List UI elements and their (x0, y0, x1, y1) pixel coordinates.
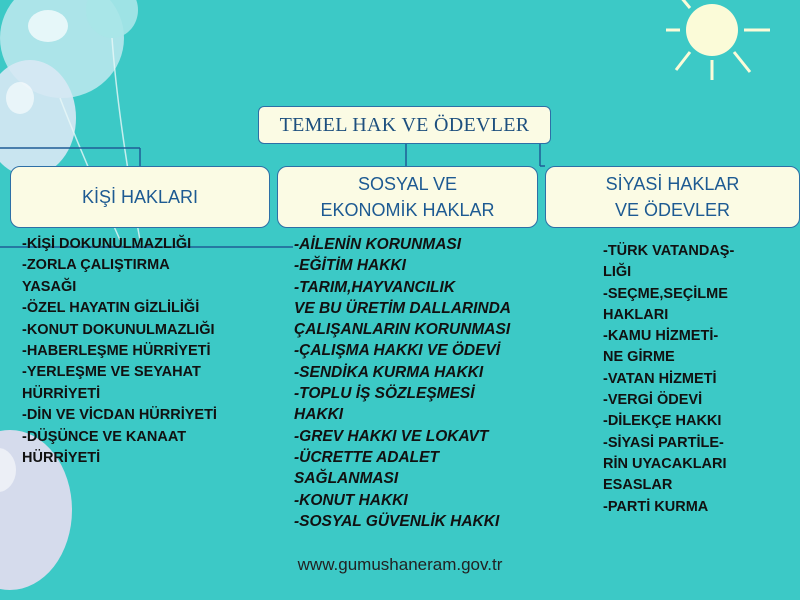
list-item: -SOSYAL GÜVENLİK HAKKI (294, 512, 500, 530)
list-item: RİN UYACAKLARI (603, 455, 727, 472)
list-item: -SİYASİ PARTİLE- (603, 434, 724, 451)
personal-rights-list (22, 234, 217, 469)
category-political-rights (545, 166, 800, 228)
list-item: -KİŞİ DOKUNULMAZLIĞI (22, 236, 192, 252)
list-item: -TARIM,HAYVANCILIK (294, 278, 456, 296)
list-item: -KAMU HİZMETİ- (603, 328, 719, 345)
list-item: -KONUT DOKUNULMAZLIĞI (22, 321, 215, 338)
list-item: -ZORLA ÇALIŞTIRMA (22, 257, 170, 274)
list-item: -AİLENİN KORUNMASI (294, 236, 462, 253)
category-title (606, 171, 740, 223)
list-item: HÜRRİYETİ (22, 450, 101, 467)
category-personal-rights (10, 166, 270, 228)
list-item: HÜRRİYETİ (22, 385, 101, 402)
political-rights-list (603, 241, 734, 518)
category-title (82, 184, 198, 210)
list-item: -ÇALIŞMA HAKKI VE ÖDEVİ (294, 342, 501, 360)
list-item: -ÜCRETTE ADALET (294, 448, 439, 466)
list-item: -YERLEŞME VE SEYAHAT (22, 364, 201, 381)
list-item: -ÖZEL HAYATIN GİZLİLİĞİ (22, 300, 200, 317)
list-item: -EĞİTİM HAKKI (294, 257, 406, 275)
list-item: YASAĞI (22, 278, 77, 295)
list-item: -DİLEKÇE HAKKI (603, 413, 722, 430)
list-item: LIĞI (603, 264, 632, 281)
sun-decoration (666, 0, 770, 80)
category-social-economic-rights (277, 166, 538, 228)
list-item: ÇALIŞANLARIN KORUNMASI (294, 321, 511, 339)
category-title-line: VE ÖDEVLER (614, 200, 731, 220)
list-item: -TOPLU İŞ SÖZLEŞMESİ (294, 385, 475, 403)
root-node: TEMEL HAK VE ÖDEVLER (258, 106, 551, 144)
list-item: -VATAN HİZMETİ (603, 370, 717, 387)
list-item: -SENDİKA KURMA HAKKI (294, 363, 484, 381)
category-title-line: SOSYAL VE (357, 173, 458, 194)
list-item: -GREV HAKKI VE LOKAVT (294, 427, 489, 445)
list-item: VE BU ÜRETİM DALLARINDA (294, 299, 511, 317)
list-item: -DİN VE VİCDAN HÜRRİYETİ (22, 407, 217, 424)
category-title-line: EKONOMİK HAKLAR (320, 200, 495, 220)
social-economic-rights-list (294, 234, 511, 532)
category-title-line: SİYASİ HAKLAR (605, 173, 740, 194)
list-item: -PARTİ KURMA (603, 498, 709, 515)
footer-url: www.gumushaneram.gov.tr (297, 555, 503, 574)
category-title (320, 171, 494, 223)
list-item: -KONUT HAKKI (294, 491, 408, 509)
category-title-line: KİŞİ HAKLARI (81, 186, 199, 207)
list-item: -VERGİ ÖDEVİ (603, 392, 703, 409)
list-item: ESASLAR (603, 477, 673, 494)
list-item: -HABERLEŞME HÜRRİYETİ (22, 343, 211, 360)
list-item: HAKLARI (603, 306, 669, 323)
list-item: -DÜŞÜNCE VE KANAAT (22, 428, 187, 445)
list-item: NE GİRME (603, 349, 675, 366)
list-item: SAĞLANMASI (294, 470, 399, 488)
list-item: -SEÇME,SEÇİLME (603, 285, 728, 302)
list-item: HAKKI (294, 406, 344, 424)
list-item: -TÜRK VATANDAŞ- (603, 243, 735, 259)
